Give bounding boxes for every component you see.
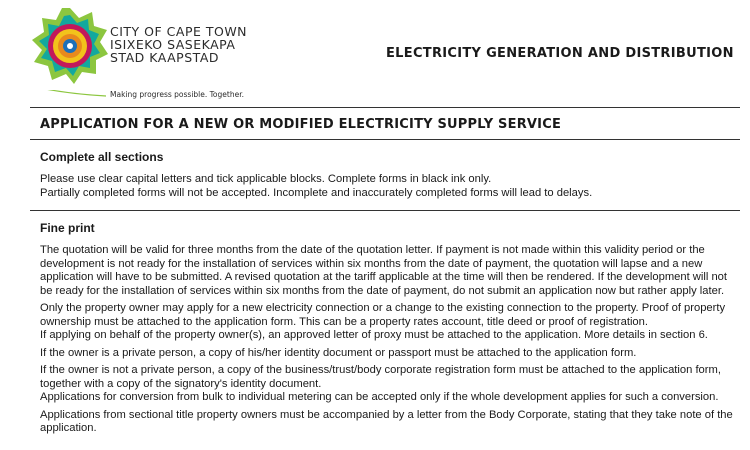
- divider: [30, 139, 740, 140]
- section-fine-print: [40, 221, 740, 436]
- city-name-line: ISIXEKO SASEKAPA: [110, 37, 236, 52]
- section-heading: Fine print: [40, 221, 95, 235]
- paragraph: Only the property owner may apply for a new electricity connection or a change to the existing connection to the property. Proof of property ownership must be attached to the application form. This can be a property rates account, title deed or proof of registration.: [40, 302, 726, 328]
- paragraph: Please use clear capital letters and tick applicable blocks. Complete forms in black ink only.: [40, 173, 492, 185]
- tagline: Making progress possible. Together.: [110, 90, 244, 99]
- city-name-line: STAD KAAPSTAD: [110, 50, 219, 65]
- paragraph: Applications for conversion from bulk to individual metering can be accepted only if the whole development applies for such a conversion.: [40, 391, 719, 403]
- paragraph: Applications from sectional title property owners must be accompanied by a letter from the Body Corporate, stating that they take note of the application.: [40, 408, 733, 434]
- paragraph: If the owner is not a private person, a copy of the business/trust/body corporate registration form must be attached to the application form, together with a copy of the signatory's identity document.: [40, 364, 721, 390]
- form-title: APPLICATION FOR A NEW OR MODIFIED ELECTRICITY SUPPLY SERVICE: [40, 117, 562, 132]
- department-title: ELECTRICITY GENERATION AND DISTRIBUTION: [386, 46, 734, 61]
- divider: [30, 210, 740, 211]
- section-heading: Complete all sections: [40, 150, 164, 164]
- city-name-line: CITY OF CAPE TOWN: [110, 24, 248, 39]
- paragraph: Partially completed forms will not be accepted. Incomplete and inaccurately completed forms will lead to delays.: [40, 186, 593, 199]
- divider: [30, 107, 740, 108]
- city-of-cape-town-logo-icon: [30, 6, 110, 86]
- paragraph: The quotation will be valid for three months from the date of the quotation letter. If payment is not made within this validity period or the development is not ready for the installation of services within six months from the date of payment, the quotation will lapse and a new application will have to be submitted. A revised quotation at the tariff applicable at the time will then be rendered. If the development will not be ready for the installation of services within six months from the date of payment, do not submit an application now but rather apply later.: [40, 244, 727, 297]
- tagline-swoosh: [0, 90, 108, 91]
- paragraph: If applying on behalf of the property owner(s), an approved letter of proxy must be attached to the application. More details in section 6.: [40, 329, 708, 341]
- paragraph: If the owner is a private person, a copy of his/her identity document or passport must be attached to the application form.: [40, 346, 637, 359]
- section-complete-all: [40, 150, 740, 200]
- city-name-block: [110, 25, 247, 64]
